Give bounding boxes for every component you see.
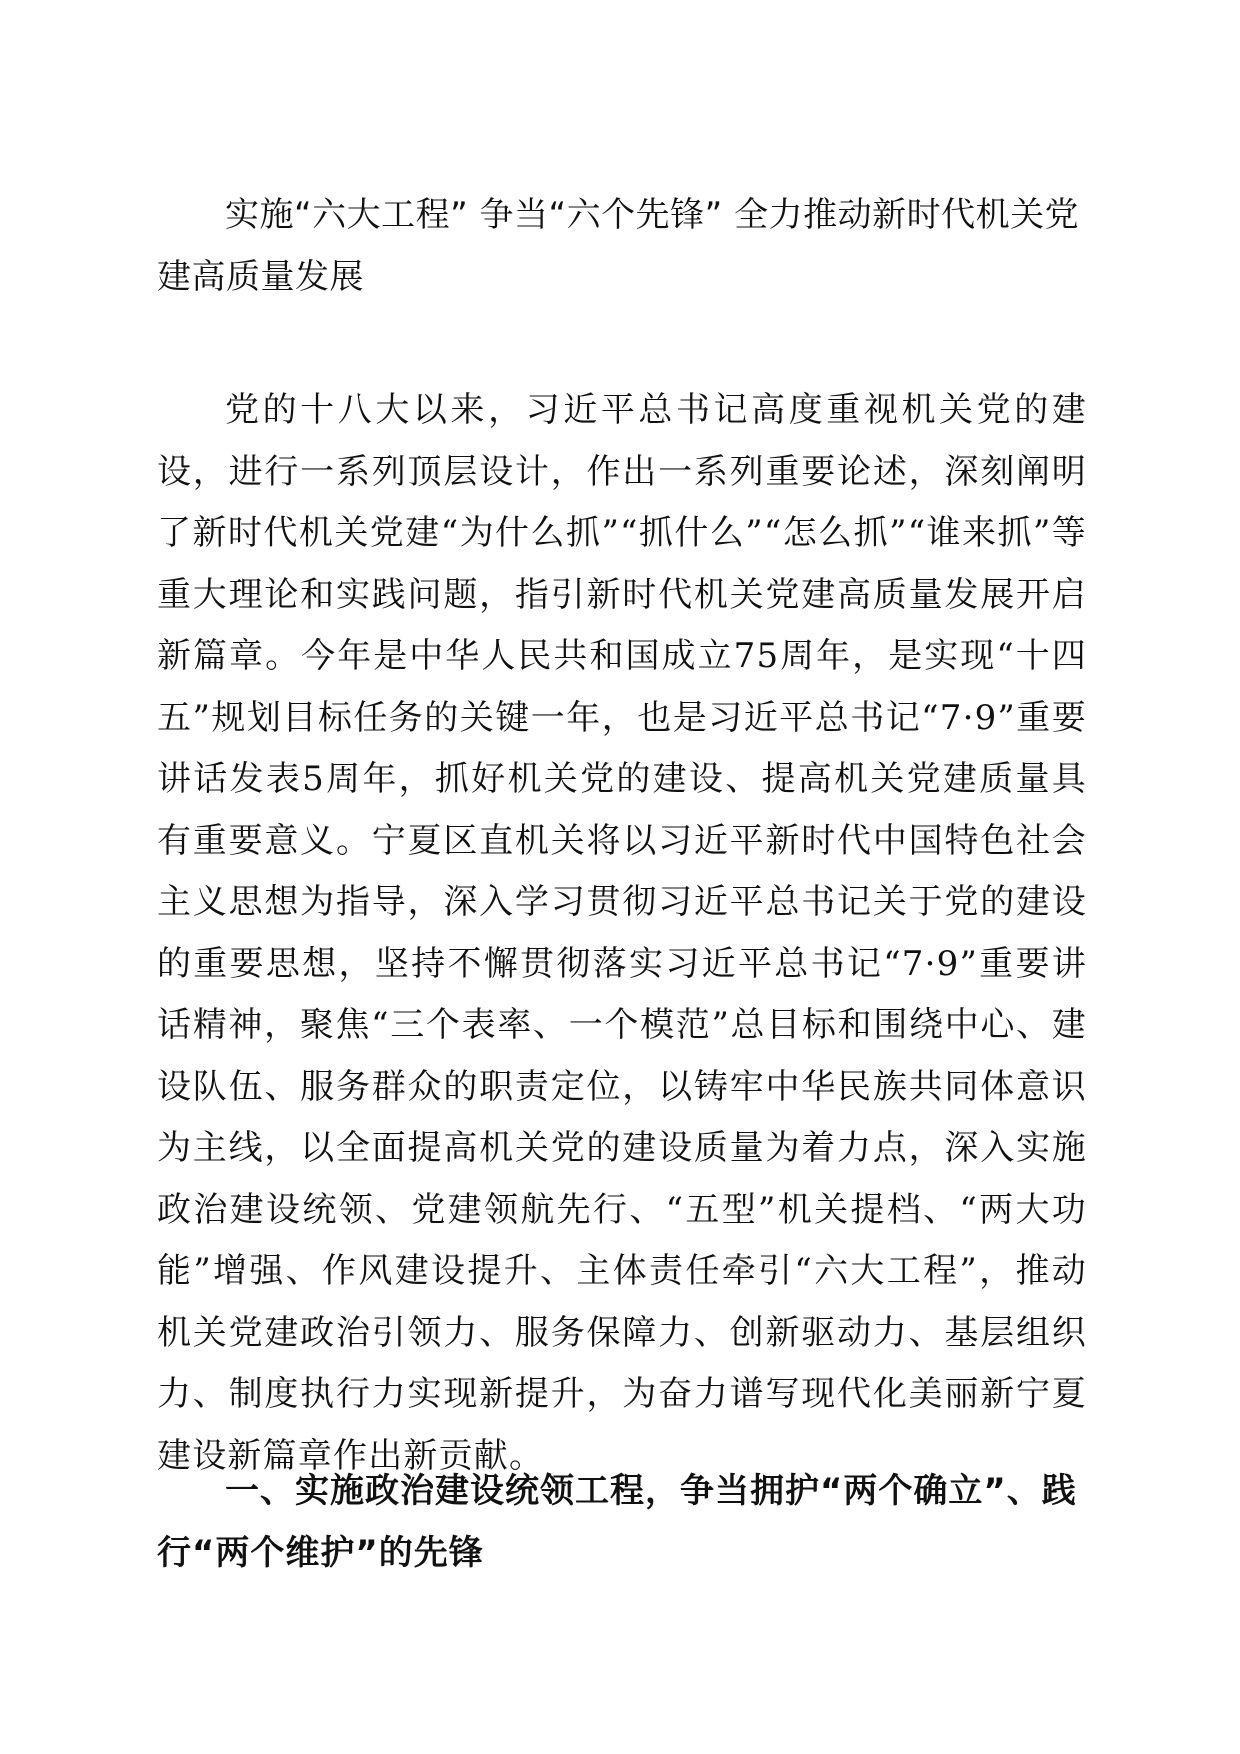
document-title: 实施“六大工程” 争当“六个先锋” 全力推动新时代机关党建高质量发展 bbox=[157, 195, 1080, 297]
section-heading: 一、实施政治建设统领工程，争当拥护“两个确立”、践行“两个维护”的先锋 bbox=[157, 1471, 1077, 1573]
intro-paragraph: 党的十八大以来，习近平总书记高度重视机关党的建设，进行一系列顶层设计，作出一系列重要论述，深刻阐明了新时代机关党建“为什么抓”“抓什么”“怎么抓”“谁来抓”等重大理论和实践问题，指引新时代机关党建高质量发展开启新篇章。今年是中华人民共和国成立75周年，是实现“十四五”规划目标任务的关键一年，也是习近平总书记“7·9”重要讲话发表5周年，抓好机关党的建设、提高机关党建质量具有重要意义。宁夏区直机关将以习近平新时代中国特色社会主义思想为指导，深入学习贯彻习近平总书记关于党的建设的重要思想，坚持不懈贯彻落实习近平总书记“7·9”重要讲话精神，聚焦“三个表率、一个模范”总目标和围绕中心、建设队伍、服务群众的职责定位，以铸牢中华民族共同体意识为主线，以全面提高机关党的建设质量为着力点，深入实施政治建设统领、党建领航先行、“五型”机关提档、“两大功能”增强、作风建设提升、主体责任牵引“六大工程”，推动机关党建政治引领力、服务保障力、创新驱动力、基层组织力、制度执行力实现新提升，为奋力谱写现代化美丽新宁夏建设新篇章作出新贡献。 bbox=[157, 390, 1087, 1476]
